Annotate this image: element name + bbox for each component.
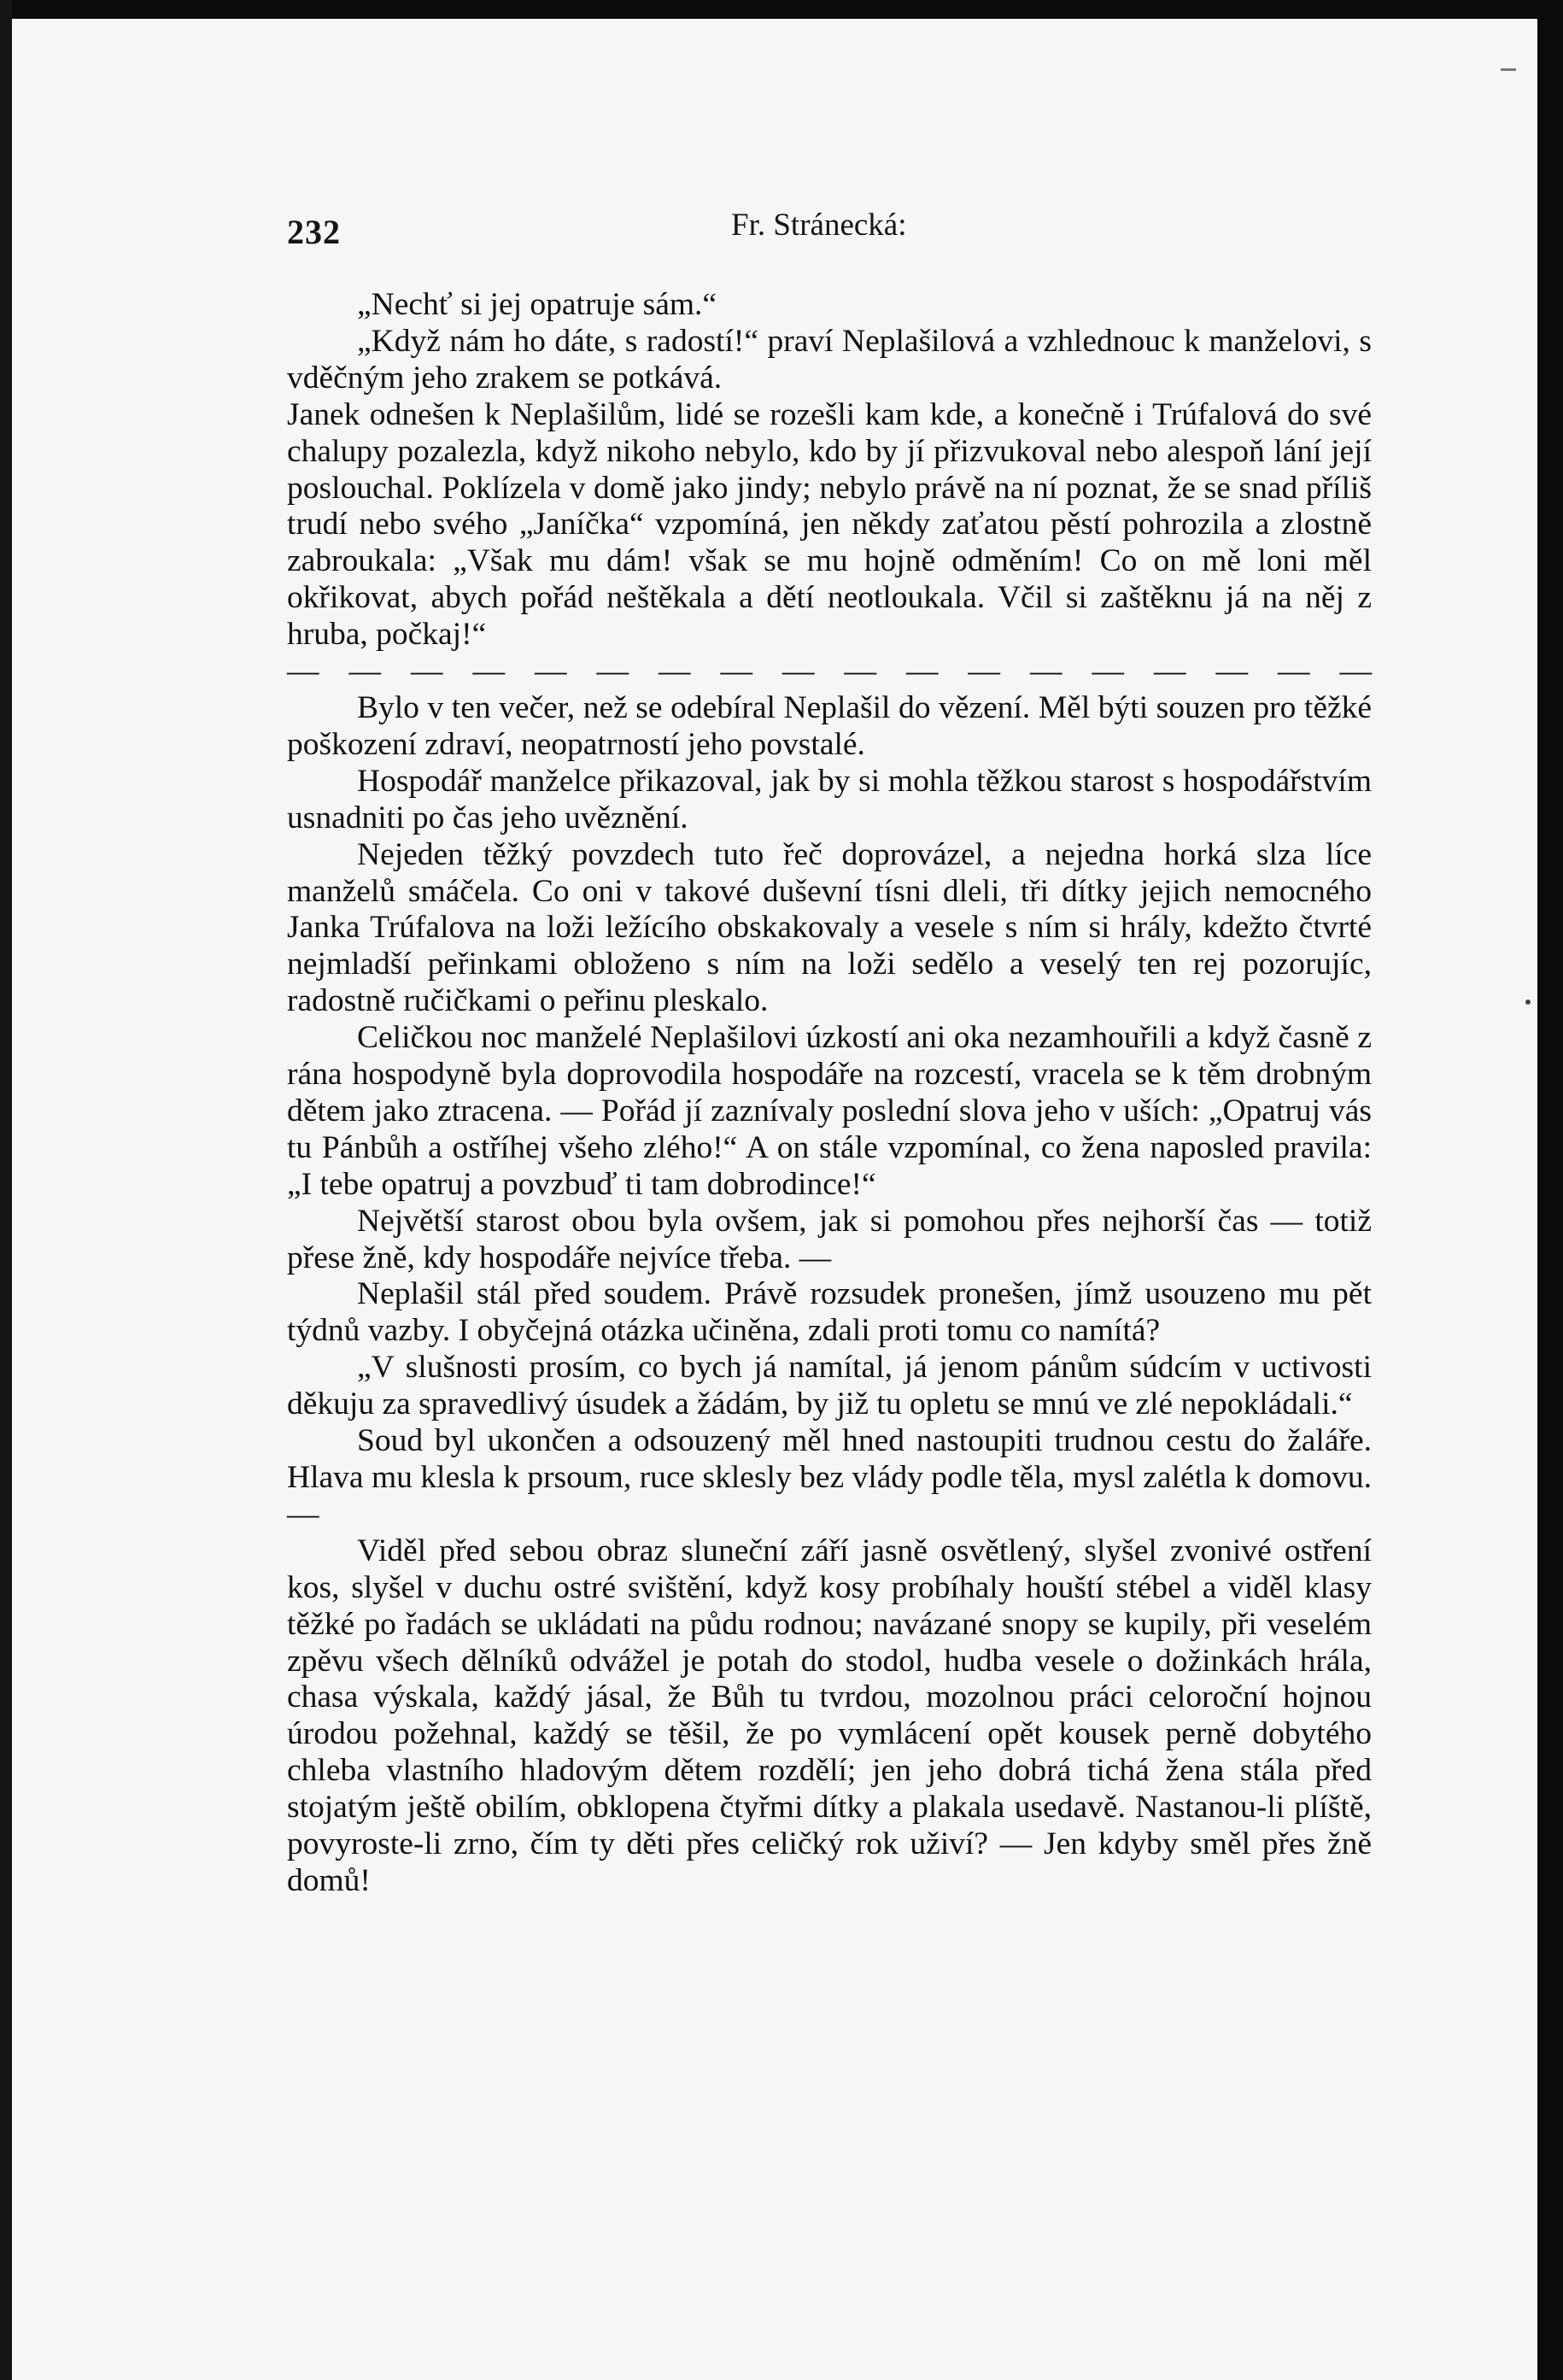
- body-text: [287, 287, 1372, 1900]
- paragraph: Bylo v ten večer, než se odebíral Neplašil do vězení. Měl býti souzen pro těžké poškození zdraví, neopatrností jeho povstalé.: [287, 689, 1372, 762]
- page-number: 232: [287, 213, 341, 251]
- paragraph: „Nechť si jej opatruje sám.“: [357, 287, 717, 322]
- scan-border-left: [0, 0, 12, 2380]
- scan-mark: [1501, 68, 1516, 71]
- paragraph: „V slušnosti prosím, co bych já namítal, já jenom pánům súdcím v uctivosti děkuju za spravedlivý úsudek a žádám, by již tu opletu se mnú ve zlé nepokládali.“: [287, 1350, 1372, 1422]
- paragraph: Hospodář manželce přikazoval, jak by si mohla těžkou starost s hospodářstvím usnadniti po čas jeho uvěznění.: [287, 763, 1372, 835]
- page-header: [287, 203, 1353, 255]
- paragraph: „Když nám ho dáte, s radostí!“ praví Neplašilová a vzhlednouc k manželovi, s vděčným jeho zrakem se potkává.: [287, 323, 1372, 396]
- paragraph: Neplašil stál před soudem. Právě rozsudek pronešen, jímž usouzeno mu pět týdnů vazby. I obyčejná otázka učiněna, zdali proti tomu co namítá?: [287, 1276, 1372, 1349]
- paragraph: Viděl před sebou obraz sluneční září jasně osvětlený, slyšel zvonivé ostření kos, slyšel v duchu ostré svištění, když kosy probíhaly houští stébel a viděl klasy těžké po řadách se ukládati na půdu rodnou; navázané snopy se kupily, při veselém zpěvu všech dělníků odvážel je potah do stodol, hudba vesele o dožinkách hrála, chasa výskala, každý jásal, že Bůh tu tvrdou, mozolnou práci celoroční hojnou úrodou požehnal, každý se těšil, že po vymlácení opět kousek perně dobytého chleba vlastního hladovým dětem rozdělí; jen jeho dobrá tichá žena stála před stojatým ještě obilím, obklopena čtyřmi dítky a plakala usedavě. Nastanou-li plíště, povyroste-li zrno, čím ty děti přes celičký rok uživí? — Jen kdyby směl přes žně domů!: [287, 1533, 1372, 1898]
- paragraph: Největší starost obou byla ovšem, jak si pomohou přes nejhorší čas — totiž přese žně, kdy hospodáře nejvíce třeba. —: [287, 1203, 1372, 1275]
- paragraph: Soud byl ukončen a odsouzený měl hned nastoupiti trudnou cestu do žaláře. Hlava mu klesla k prsoum, ruce sklesly bez vlády podle těla, mysl zalétla k domovu. —: [287, 1423, 1372, 1532]
- running-title: Fr. Stránecká:: [731, 208, 907, 243]
- paragraph: Janek odnešen k Neplašilům, lidé se rozešli kam kde, a konečně i Trúfalová do své chalupy pozalezla, když nikoho nebylo, kdo by jí přizvukoval nebo alespoň lání její poslouchal. Poklízela v domě jako jindy; nebylo právě na ní poznat, že se snad příliš trudí nebo svého „Janíčka“ vzpomíná, jen někdy zaťatou pěstí pohrozila a zlostně zabroukala: „Však mu dám! však se mu hojně odměním! Co on mě loni měl okřikovat, abych pořád neštěkala a dětí neotloukala. Včil si zaštěknu já na něj z hruba, počkaj!“: [287, 396, 1372, 653]
- scan-border-right: [1537, 0, 1563, 2380]
- paragraph: Nejeden těžký povzdech tuto řeč doprovázel, a nejedna horká slza líce manželů smáčela. Co oni v takové duševní tísni dleli, tři dítky jejich nemocného Janka Trúfalova na loži ležícího obskakovaly a vesele s ním si hrály, kdežto čtvrté nejmladší peřinkami obloženo s ním na loži sedělo a veselý ten rej pozorujíc, radostně ručičkami o peřinu pleskalo.: [287, 836, 1372, 1019]
- scan-dot: [1525, 999, 1531, 1005]
- section-separator: — — — — — — — — — — — — — — — — — —: [287, 654, 1372, 689]
- scan-border-top: [0, 0, 1563, 19]
- paragraph: Celičkou noc manželé Neplašilovi úzkostí ani oka nezamhouřili a když časně z rána hospodyně byla doprovodila hospodáře na rozcestí, vracela se k těm drobným dětem jako ztracena. — Pořád jí zaznívaly poslední slova jeho v uších: „Opatruj vás tu Pánbůh a ostříhej všeho zlého!“ A on stále vzpomínal, co žena naposled pravila: „I tebe opatruj a povzbuď ti tam dobrodince!“: [287, 1020, 1372, 1202]
